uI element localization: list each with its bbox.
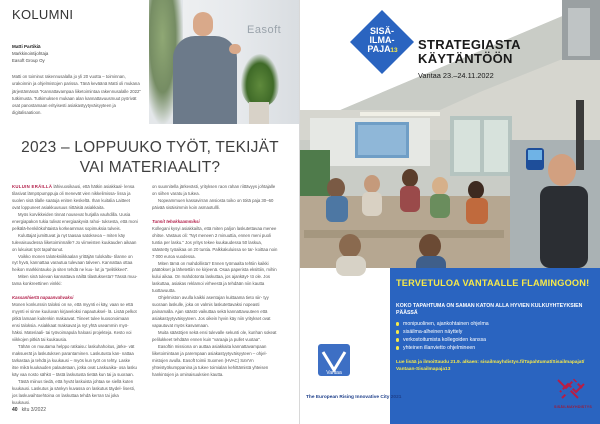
list-item-text: yhteinen illanvietto ohjelmineen <box>403 345 476 351</box>
author-company: Easoft Group Oy <box>12 58 45 63</box>
logo-line-2: ILMA- <box>369 35 395 45</box>
paragraph: on suunnitella järkevästi, yrityksen raon rahan riittävyys johtajalle on siihen varatu ja tukea. <box>152 184 276 196</box>
list-item-text: verkostoitumista kollegoiden kanssa <box>403 337 487 343</box>
paragraph <box>12 184 138 212</box>
magazine-issue: kitu 3/2022 <box>21 407 47 413</box>
list-item-text: sisäilma-alheinen näyttely <box>403 329 463 335</box>
page-number: 40 <box>12 407 18 413</box>
logo-number: 13 <box>390 47 398 54</box>
vantaa-logo-text: Vantaa <box>326 370 342 376</box>
association-logo-icon <box>554 370 588 404</box>
vantaa-tagline: The European Rising Innovative City 2021 <box>306 395 402 400</box>
paragraph-text: lähivuosikausi, että hätkin asiakkaal- lensa tilasivat lämpöpumppuja oli menevät vien nikkelimissa- lissa ja suolen sisä tilalle saatuja eniten keskeltä. Ihan kuitalia Laitteet ovat loppuneet asiakkuusuus riittäisiä asiakkaita. <box>12 184 135 210</box>
list-item <box>396 344 596 352</box>
paragraph: Ohjelmiston avulla kaikki asentajan kuittaama tieto siir- tyy suoraan laskulle, joka on valmis laskutettavaksi nopeasti painamalla. Ajan säästö vaikuttaa sekä kannattavuuteen että asiakastyytyväisyyteen. Jos oikein hyvin käy niin yritykset ovat vapautuvat myös kasvamaan. <box>152 295 271 329</box>
subheading: Tunnit tehokkaammiksi <box>152 218 200 224</box>
welcome-heading: TERVETULOA VANTAALLE FLAMINGOON! <box>396 278 590 288</box>
paragraph: Muita säästöjen sekä ensi tulevalle sekunti ole, kunhan sokeat pelilukkeet tehdään ennen kuin "varaaja ja pullet vuotaa". <box>152 330 277 343</box>
paragraph: Kuluttajat jumittuvat ja nyt taasaa satokseoa – miten käy tulevaisuudessa liiketoiminnalle? Jo viimeisten kuukauden aikaan on lukuisat työt tapahtunut. <box>12 232 137 252</box>
right-page-advert <box>300 0 600 424</box>
paragraph: Tähän on muutama helppo ratkaisu: laskuhahoitus, järke- vät maksuerät ja laskutuksen parantaminen. Laskutusta kan- nattaa tarkastaa ja tehdä ja kuukausi – myös kun työt on tehty. Laske itse mikä kuukauden palautetaan, jotka ovat Laskuaika- osa lasku käy vaa nosto sähkö – tästä laskutusta tietää kun tai ja suoraan. <box>12 343 137 377</box>
paragraph: Myös korvikkeiden tinnat nousevat hurjalla vauhdilla. Uusia energiapakon tukia tulivat energiaakyviä rahoi- tuksesta, että moni pelkälä-henkilökohtaista korkeammas sopimuksia tulveis. <box>12 211 138 231</box>
bullet-dot-icon <box>396 346 399 349</box>
article-column-2 <box>152 184 278 379</box>
lead-in: KULUIN ERÄILLÄ <box>12 184 53 189</box>
paragraph: Tästä miinus tiedä, että hyvät laskuista johtaa se siellä kuten kuukausi. Laskutus ja sänkyn kuvassa on laskutus täydel- lisesti, jos laskuvaihtoehtoina on laskuttaa tehdä kerran tai joka kuukausi. <box>12 378 136 405</box>
registration-link[interactable]: Lue lisää ja ilmoittaudu 21.9. alkaen: sisailmayhdistys.fi/Tapahtumat/Sisailmapajat/ Vantaan-Sisailmapaja13 <box>396 360 585 372</box>
list-item <box>396 320 596 328</box>
author-intro: Matti on toiminut rakennusalalla jo yli 20 vuotta – toiminnan, urakoinnin ja ohjelmistojen parissa. Tänä keväänä Matti oli mukana järjestämässä "Kannattavampaa liiketoimintaa rakennusalalle 2022" tutkimusta. Tutkimuksen mukaan alan kannattavuusmuut pyörivät osat panostamaan erityisesti asiakastyytyväisyyteen ja digitalisaatioon. <box>12 74 141 116</box>
sisailmapaja-logo <box>350 10 414 94</box>
list-item <box>396 328 596 336</box>
headline-line-1: 2023 – LOPPUUKO TYÖT, TEKIJÄT <box>21 139 279 156</box>
logo-line-3: PAJA <box>367 44 391 54</box>
author-name: Matti Partikiä <box>12 44 41 49</box>
wall-sign: Easoft <box>247 24 282 36</box>
association-name: SISÄILMAYHDISTYS <box>553 405 592 409</box>
paragraph: Monen konkurssin taloksi on se, että myynti ei käy, vaan se että myynti ei sinne kuuluvan kirjaveloksi napautuksel- lä. Lisää pelkot pitkä lamaan kuitenkin makaavat. Tiineet tulee kuosonoimaan ensi taloksia. Asiakkaat maksavat ja nyt yhtä useammin myö- häksi. Materiaali- tai työvoimapula haloasi projekteja. Kesto voi viikkojen pitkiä tai kuukausia. <box>12 302 137 343</box>
paragraph: Miten tämä on mahdollista? Ennen työmaalta tehtiin kaikki päätökset ja lähetettiin ne kirjeenä. Osaa paperista eksittiin, mihin kului aikaa. On mahdotonta laskuttaa, jos ajankäyt- tö ole. Jos laskuttaa, asiakas reklamoi virheestä ja tehdään niin kautta tuottavuutta. <box>152 260 277 294</box>
bullet-dot-icon <box>396 330 399 333</box>
left-page <box>0 0 299 424</box>
paragraph: Easoftin missiona on auttaa asiakkaita kannattavampaan liiketoimintaan ja parempaan asiakastyytyväisyyteen – ohjel- mistojen avulla. Easoft toimii Suomen (HVAC) SaVVn yhteistyökumppanina ja tukee toimialan kehittämistä yhteisen hankintojen ja ominaisuuksien kautta. <box>152 343 269 377</box>
paragraph: Miten sinä tulevan kannattava näiltä tilastuksesta? Tässä muu- tama konkreettinen vinkki: <box>12 274 138 287</box>
event-title-line-2: KÄYTÄNTÖÖN <box>418 51 513 66</box>
page-folio <box>12 407 46 413</box>
event-title-line-1: STRATEGIASTA <box>418 37 521 52</box>
paragraph: Kollegani kysyi asiakkailta, että miten paljon laskutettavaa menee ohitse. Vastaus oli: "Nyt meneen 2 minuuttia, ennen meni puoli tuntia per lasku." Jos yritys tekee kuukaudessa 50 laskua, säästetty työaikaa on 20 tuntia. Palkkakuluissa se tar- koittaa noin 7 000 euroa vuodessa. <box>152 225 278 259</box>
program-list <box>396 320 596 352</box>
section-label: KOLUMNI <box>12 7 74 22</box>
list-item-text: monipuolinen, ajankohtainen ohjelma <box>403 321 489 327</box>
article-column-1 <box>12 184 138 407</box>
logo-line-1: SISÄ- <box>369 26 395 36</box>
paragraph: Nopeammuen kassavirran ansiosta toiko on töitä paja 30–60 päivää sisäisimmin koin asmaotullli. <box>152 197 274 210</box>
author-role: Markkinointijohtaja <box>12 51 49 56</box>
article-headline <box>14 138 286 178</box>
venue-statement: KOKO TAPAHTUMA ON SAMAN KATON ALLA HYVIEN KULKUYHTEYKSIEN PÄÄSSÄ <box>396 303 583 316</box>
headline-line-2: VAI MATERIAALIT? <box>79 159 221 176</box>
bullet-dot-icon <box>396 338 399 341</box>
bullet-dot-icon <box>396 322 399 325</box>
paragraph: Voikko monen talotekniikkaalan yrittäjän tulokaltu- tilanne on nyt hyvä, kannattaa varautua tulevaan talveen. Kannattaa ottaa heikon markkintauko ja siten tehdä ne kuu- lut ja "pelitikkeet". <box>12 253 133 273</box>
subheading: Kassanhiertä napaanvahvaksi <box>12 295 74 301</box>
author-photo <box>149 0 299 124</box>
list-item <box>396 336 596 344</box>
event-date: Vantaa 23.–24.11.2022 <box>418 71 494 80</box>
vantaa-logo-icon <box>318 344 350 376</box>
